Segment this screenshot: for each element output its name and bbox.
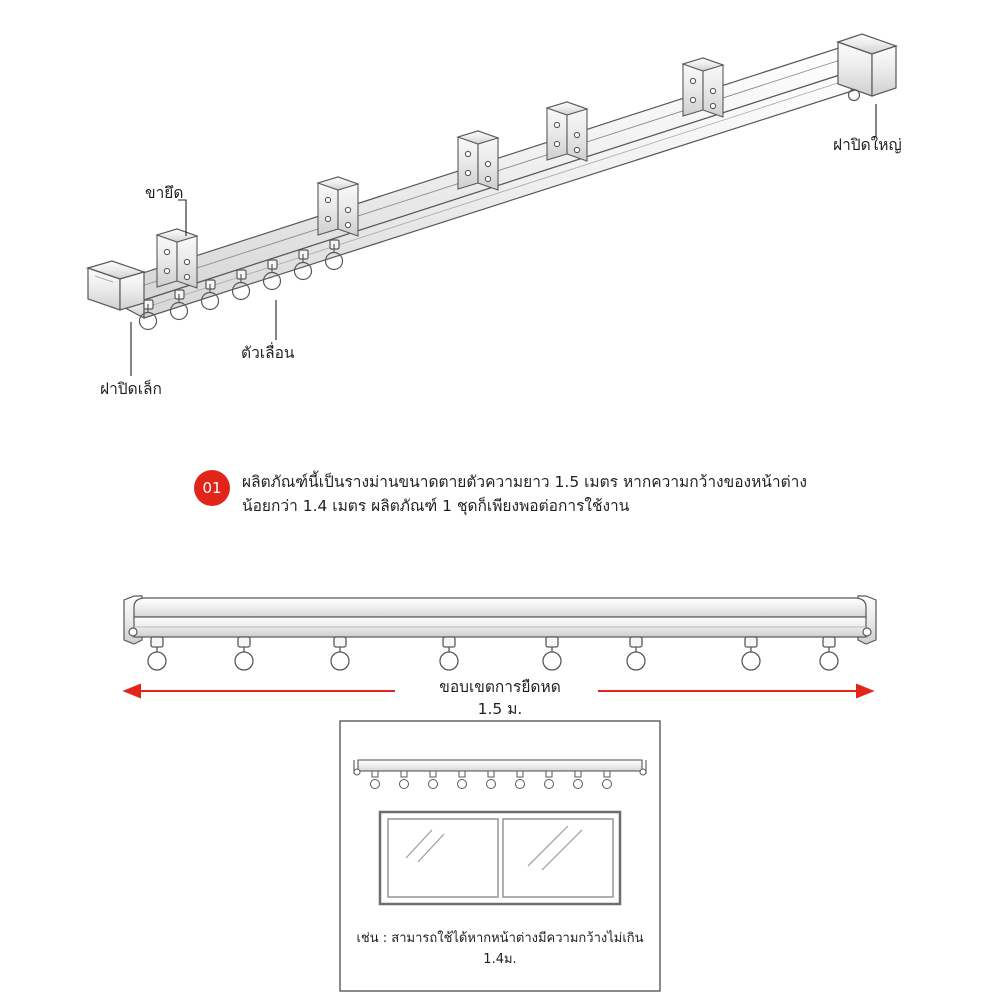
callout-label-bracket: ขายึด [145, 184, 184, 202]
callout-leaders-top [131, 104, 876, 376]
dimension-value: 1.5 ม. [477, 699, 523, 718]
dimension-caption [0, 677, 1000, 720]
front-rail-body [124, 596, 876, 644]
dimension-label: ขอบเขตการยืดหด [439, 678, 561, 696]
note-number-badge: 01 [194, 470, 230, 506]
note-text: ผลิตภัณฑ์นี้เป็นรางม่านขนาดตายตัวความยาว 1.5 เมตร หากความกว้างของหน้าต่างน้อยกว่า 1.4 เมตร ผลิตภัณฑ์ 1 ชุดก็เพียงพอต่อการใช้งาน [242, 473, 807, 516]
slider-hook-front [148, 637, 838, 670]
window-example-caption: เช่น : สามารถใช้ได้หากหน้าต่างมีความกว้างไม่เกิน 1.4ม. [356, 931, 644, 967]
callout-label-slider: ตัวเลื่อน [241, 344, 295, 362]
end-cap-small [88, 261, 144, 310]
note-block [194, 470, 834, 518]
callout-label-end-cap-large: ฝาปิดใหญ่ [833, 136, 902, 154]
callout-label-end-cap-small: ฝาปิดเล็ก [100, 380, 162, 398]
